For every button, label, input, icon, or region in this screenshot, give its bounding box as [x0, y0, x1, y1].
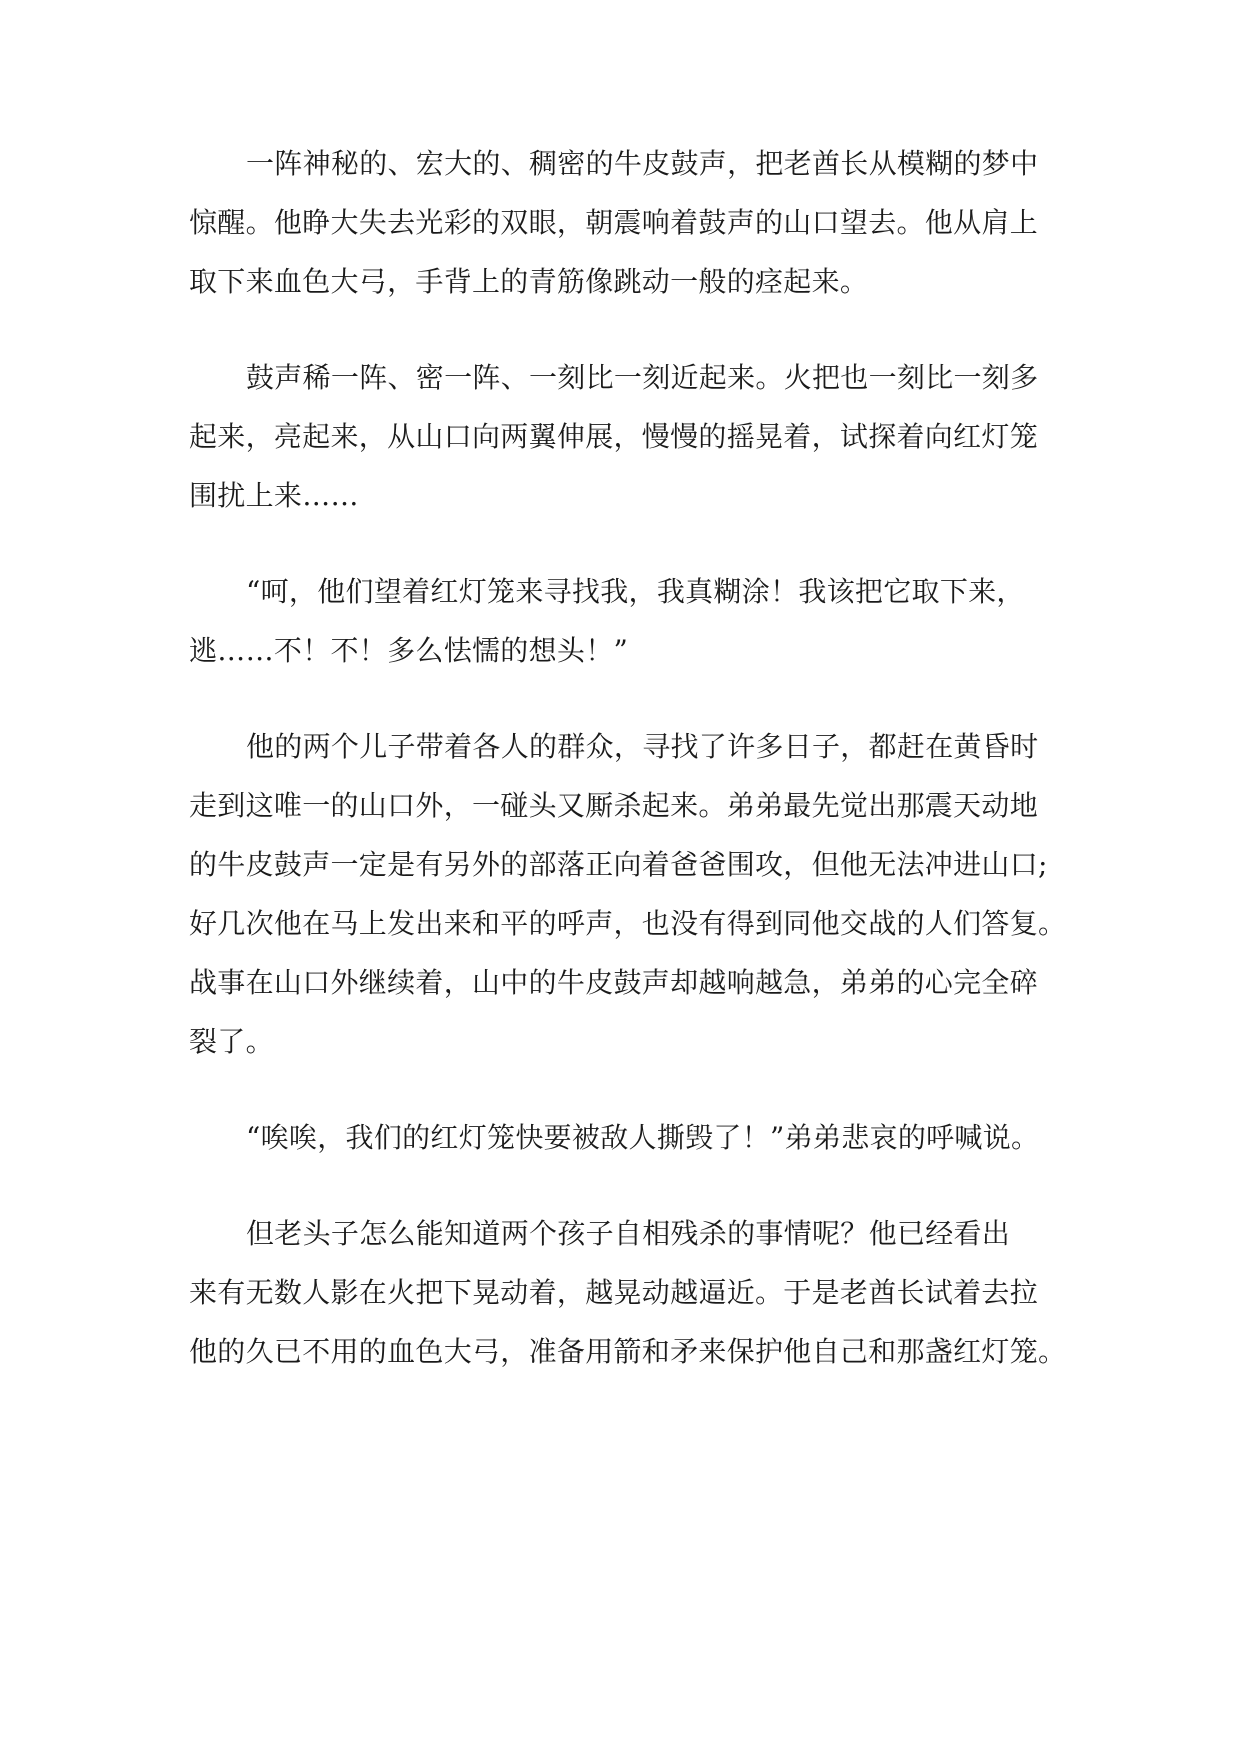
paragraph-1-line-1: 一阵神秘的、宏大的、稠密的牛皮鼓声，把老酋长从模糊的梦中 [246, 147, 1039, 180]
paragraph-2-line-2: 起来，亮起来，从山口向两翼伸展，慢慢的摇晃着，试探着向红灯笼 [189, 420, 1039, 453]
paragraph-4-line-2: 走到这唯一的山口外，一碰头又厮杀起来。弟弟最先觉出那震天动地 [189, 789, 1039, 822]
paragraph-6-line-2: 来有无数人影在火把下晃动着，越晃动越逼近。于是老酋长试着去拉 [189, 1276, 1039, 1309]
paragraph-2-line-1: 鼓声稀一阵、密一阵、一刻比一刻近起来。火把也一刻比一刻多 [246, 361, 1039, 394]
paragraph-6-line-1: 但老头子怎么能知道两个孩子自相残杀的事情呢？他已经看出 [246, 1217, 1011, 1250]
paragraph-2-line-3: 围扰上来…… [189, 479, 359, 512]
paragraph-6-line-3: 他的久已不用的血色大弓，准备用箭和矛来保护他自己和那盏红灯笼。 [189, 1335, 1067, 1368]
paragraph-4-line-4: 好几次他在马上发出来和平的呼声，也没有得到同他交战的人们答复。 [189, 907, 1067, 940]
paragraph-4-line-6: 裂了。 [189, 1025, 274, 1058]
paragraph-3-line-1: “呵，他们望着红灯笼来寻找我，我真糊涂！我该把它取下来， [246, 575, 1025, 608]
paragraph-5-line-1: “唉唉，我们的红灯笼快要被敌人撕毁了！”弟弟悲哀的呼喊说。 [246, 1121, 1040, 1154]
paragraph-1-line-2: 惊醒。他睁大失去光彩的双眼，朝震响着鼓声的山口望去。他从肩上 [189, 206, 1039, 239]
paragraph-3-line-2: 逃……不！不！多么怯懦的想头！” [189, 634, 629, 667]
paragraph-4-line-1: 他的两个儿子带着各人的群众，寻找了许多日子，都赶在黄昏时 [246, 730, 1039, 763]
paragraph-4-line-3: 的牛皮鼓声一定是有另外的部落正向着爸爸围攻，但他无法冲进山口; [189, 848, 1048, 881]
paragraph-1-line-3: 取下来血色大弓，手背上的青筋像跳动一般的痉起来。 [189, 265, 869, 298]
paragraph-4-line-5: 战事在山口外继续着，山中的牛皮鼓声却越响越急，弟弟的心完全碎 [189, 966, 1039, 999]
